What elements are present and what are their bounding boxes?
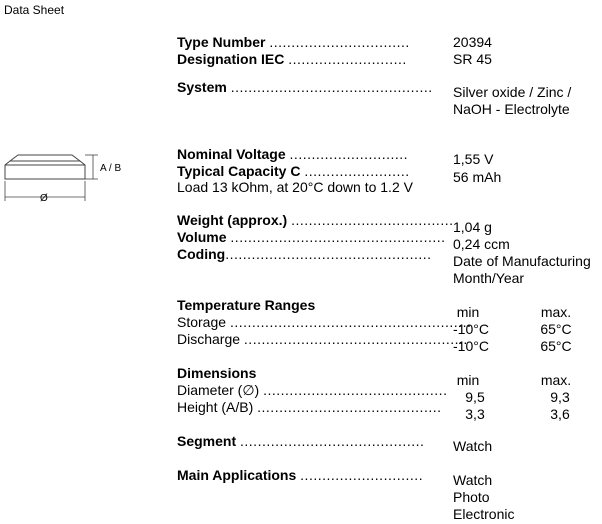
main-application-item: Watch [453, 472, 493, 488]
diameter-min: 9,5 [465, 389, 485, 405]
diameter-label: Ø [40, 193, 48, 204]
nominal-voltage-value: 1,55 V [453, 151, 494, 167]
storage-min: -10°C [453, 321, 489, 337]
diameter-row-label: Diameter (∅) .......................................... [177, 382, 448, 398]
load-note: Load 13 kOhm, at 20°C down to 1.2 V [177, 179, 413, 195]
segment-value: Watch [453, 438, 493, 454]
designation-label: Designation IEC ........................... [177, 51, 407, 67]
main-applications-label: Main Applications ............................ [177, 467, 424, 483]
system-value-line2: NaOH - Electrolyte [453, 101, 570, 117]
typical-capacity-label: Typical Capacity C ........................ [177, 163, 410, 179]
volume-value: 0,24 ccm [453, 236, 510, 252]
page-title: Data Sheet [4, 3, 65, 17]
storage-max: 65°C [540, 321, 572, 337]
temperature-max-header: max. [540, 304, 572, 320]
nominal-voltage-label: Nominal Voltage ........................... [177, 146, 409, 162]
height-max: 3,6 [550, 406, 570, 422]
discharge-min: -10°C [453, 338, 489, 354]
weight-value: 1,04 g [453, 219, 492, 235]
type-number-label: Type Number ................................ [177, 34, 410, 50]
discharge-max: 65°C [540, 338, 572, 354]
segment-label: Segment .......................................... [177, 433, 425, 449]
coding-label: Coding............................................... [177, 246, 432, 262]
main-application-item: Electronic [453, 506, 515, 522]
main-application-item: Photo [453, 489, 490, 505]
temperature-title: Temperature Ranges [177, 297, 316, 313]
system-value-line1: Silver oxide / Zinc / [453, 84, 572, 100]
dimensions-title: Dimensions [177, 365, 257, 381]
diameter-max: 9,3 [550, 389, 570, 405]
typical-capacity-value: 56 mAh [453, 169, 502, 185]
battery-diagram [0, 145, 135, 210]
dimensions-max-header: max. [540, 372, 572, 388]
weight-label: Weight (approx.) ..................................... [177, 212, 454, 228]
temperature-min-header: min [456, 304, 480, 320]
storage-label: Storage ....................................................... [177, 314, 472, 330]
system-label: System .............................................. [177, 79, 433, 95]
coding-value-line2: Month/Year [453, 270, 525, 286]
dimensions-min-header: min [456, 372, 480, 388]
battery-diagram-svg [0, 145, 135, 205]
designation-value: SR 45 [453, 51, 492, 67]
height-min: 3,3 [465, 406, 485, 422]
height-label: A / B [100, 163, 122, 174]
type-number-value: 20394 [453, 34, 492, 50]
coding-value-line1: Date of Manufacturing [453, 253, 591, 269]
height-row-label: Height (A/B) .......................................... [177, 399, 442, 415]
volume-label: Volume ................................................. [177, 229, 446, 245]
discharge-label: Discharge ................................................... [177, 331, 468, 347]
